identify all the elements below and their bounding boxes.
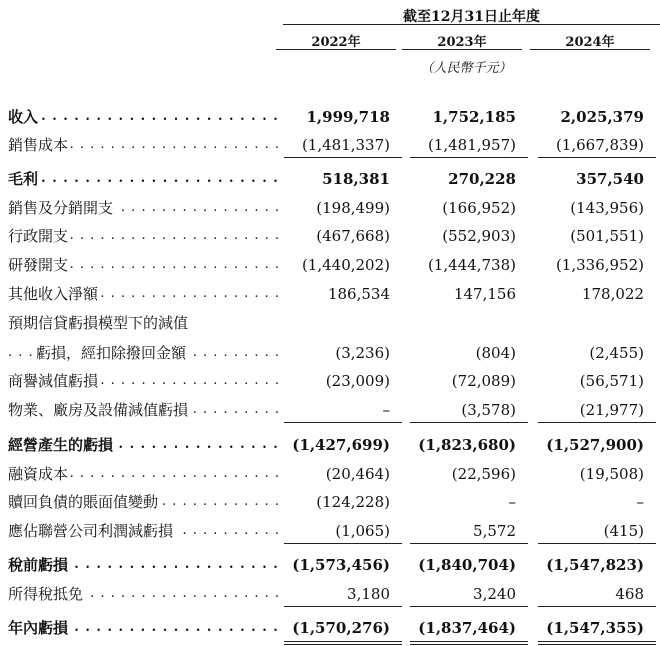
total-double-rule bbox=[538, 641, 656, 645]
value-2024: 178,022 bbox=[581, 285, 644, 303]
value-2024: (415) bbox=[603, 522, 644, 540]
value-2022: 518,381 bbox=[322, 170, 390, 188]
table-row bbox=[8, 167, 660, 191]
table-row bbox=[8, 282, 660, 306]
row-label bbox=[8, 398, 278, 422]
value-2022: (124,228) bbox=[316, 493, 390, 511]
year-2023: 2023年 bbox=[437, 35, 487, 50]
row-label bbox=[8, 519, 278, 543]
value-2022: (23,009) bbox=[325, 372, 390, 390]
row-label-text: 毛利 bbox=[8, 170, 39, 188]
header-period-title: 截至12月31日止年度 bbox=[403, 9, 540, 25]
value-2024: (19,508) bbox=[579, 465, 644, 483]
unit-label: （人民幣千元） bbox=[420, 61, 512, 76]
subtotal-rule bbox=[410, 422, 528, 423]
value-2023: 5,572 bbox=[473, 522, 516, 540]
row-label-text: 經營產生的虧損 bbox=[8, 436, 114, 454]
header-rule bbox=[283, 24, 660, 25]
table-row bbox=[8, 196, 660, 220]
value-2024: (56,571) bbox=[579, 372, 644, 390]
row-label bbox=[8, 105, 278, 129]
table-row bbox=[8, 105, 660, 129]
row-label bbox=[8, 582, 278, 606]
value-2024: 357,540 bbox=[576, 170, 644, 188]
value-2023: 3,240 bbox=[473, 585, 516, 603]
value-2024: (1,336,952) bbox=[555, 256, 644, 274]
value-2023: (1,823,680) bbox=[418, 436, 516, 454]
table-row bbox=[8, 311, 660, 335]
row-label bbox=[8, 167, 278, 191]
table-row bbox=[8, 341, 660, 365]
year-rule bbox=[402, 49, 522, 50]
row-label bbox=[8, 282, 278, 306]
row-label bbox=[8, 253, 278, 277]
row-label bbox=[8, 341, 278, 365]
value-2022: – bbox=[382, 401, 390, 419]
total-double-rule bbox=[284, 641, 402, 645]
row-label bbox=[8, 133, 278, 157]
table-row bbox=[8, 133, 660, 157]
subtotal-rule bbox=[410, 157, 528, 158]
value-2024: (501,551) bbox=[570, 227, 644, 245]
table-row bbox=[8, 224, 660, 248]
row-label-text: 應佔聯營公司利潤減虧損 bbox=[8, 522, 174, 540]
value-2024: (1,527,900) bbox=[546, 436, 644, 454]
row-label bbox=[8, 616, 278, 640]
year-2024: 2024年 bbox=[565, 35, 615, 50]
row-label-text: 融資成本 bbox=[8, 465, 69, 483]
value-2022: (3,236) bbox=[335, 344, 390, 362]
value-2023: (166,952) bbox=[442, 199, 516, 217]
value-2023: (804) bbox=[475, 344, 516, 362]
subtotal-rule bbox=[284, 422, 402, 423]
row-label-text: 行政開支 bbox=[8, 227, 69, 245]
value-2022: (1,065) bbox=[335, 522, 390, 540]
row-label-text: 預期信貸虧損模型下的減值 bbox=[8, 314, 189, 332]
subtotal-rule bbox=[284, 157, 402, 158]
value-2023: 270,228 bbox=[448, 170, 516, 188]
year-rule bbox=[276, 49, 396, 50]
subtotal-rule bbox=[538, 543, 656, 544]
value-2024: 2,025,379 bbox=[560, 108, 644, 126]
subtotal-rule bbox=[410, 606, 528, 607]
value-2022: 186,534 bbox=[327, 285, 390, 303]
value-2023: 1,752,185 bbox=[432, 108, 516, 126]
subtotal-rule bbox=[410, 543, 528, 544]
table-row bbox=[8, 553, 660, 577]
row-label-text: 銷售成本 bbox=[8, 136, 69, 154]
table-row bbox=[8, 369, 660, 393]
year-2022: 2022年 bbox=[311, 35, 361, 50]
table-row bbox=[8, 616, 660, 640]
value-2024: (1,667,839) bbox=[555, 136, 644, 154]
value-2024: (1,547,355) bbox=[546, 619, 644, 637]
subtotal-rule bbox=[284, 543, 402, 544]
total-double-rule bbox=[410, 641, 528, 645]
row-label-text: 其他收入淨額 bbox=[8, 285, 99, 303]
subtotal-rule bbox=[538, 606, 656, 607]
value-2022: (1,481,337) bbox=[301, 136, 390, 154]
value-2023: (1,840,704) bbox=[418, 556, 516, 574]
row-label-text: 虧損，經扣除撥回金額 bbox=[36, 344, 187, 362]
value-2023: (1,444,738) bbox=[427, 256, 516, 274]
value-2022: 3,180 bbox=[347, 585, 390, 603]
table-row bbox=[8, 433, 660, 457]
table-row bbox=[8, 519, 660, 543]
row-label bbox=[8, 311, 278, 335]
table-row bbox=[8, 462, 660, 486]
value-2022: (1,570,276) bbox=[292, 619, 390, 637]
value-2022: 1,999,718 bbox=[306, 108, 390, 126]
value-2024: (143,956) bbox=[570, 199, 644, 217]
row-label bbox=[8, 462, 278, 486]
value-2024: – bbox=[636, 493, 644, 511]
value-2024: (21,977) bbox=[579, 401, 644, 419]
row-label-text: 物業、廠房及設備減值虧損 bbox=[8, 401, 189, 419]
row-label bbox=[8, 553, 278, 577]
row-label-text: 年內虧損 bbox=[8, 619, 69, 637]
value-2022: (467,668) bbox=[316, 227, 390, 245]
table-row bbox=[8, 490, 660, 514]
value-2023: 147,156 bbox=[453, 285, 516, 303]
table-row bbox=[8, 398, 660, 422]
row-label-text: 贖回負債的賬面值變動 bbox=[8, 493, 159, 511]
value-2023: (3,578) bbox=[461, 401, 516, 419]
row-label-text: 銷售及分銷開支 bbox=[8, 199, 114, 217]
row-label-text: 收入 bbox=[8, 108, 39, 126]
value-2023: (22,596) bbox=[451, 465, 516, 483]
value-2023: (1,837,464) bbox=[418, 619, 516, 637]
row-label-text: 商譽減值虧損 bbox=[8, 372, 99, 390]
year-rule bbox=[530, 49, 650, 50]
value-2023: (552,903) bbox=[442, 227, 516, 245]
value-2023: (1,481,957) bbox=[427, 136, 516, 154]
value-2022: (1,440,202) bbox=[301, 256, 390, 274]
subtotal-rule bbox=[538, 422, 656, 423]
row-label bbox=[8, 369, 278, 393]
table-row bbox=[8, 582, 660, 606]
value-2023: (72,089) bbox=[451, 372, 516, 390]
value-2024: 468 bbox=[615, 585, 644, 603]
table-row bbox=[8, 253, 660, 277]
value-2023: – bbox=[508, 493, 516, 511]
row-label bbox=[8, 490, 278, 514]
value-2022: (1,573,456) bbox=[292, 556, 390, 574]
row-label bbox=[8, 224, 278, 248]
row-label bbox=[8, 196, 278, 220]
value-2022: (1,427,699) bbox=[292, 436, 390, 454]
value-2022: (198,499) bbox=[316, 199, 390, 217]
value-2024: (2,455) bbox=[589, 344, 644, 362]
value-2024: (1,547,823) bbox=[546, 556, 644, 574]
row-label bbox=[8, 433, 278, 457]
row-label-text: 所得稅抵免 bbox=[8, 585, 84, 603]
subtotal-rule bbox=[284, 606, 402, 607]
subtotal-rule bbox=[538, 157, 656, 158]
row-label-text: 稅前虧損 bbox=[8, 556, 69, 574]
row-label-text: 研發開支 bbox=[8, 256, 69, 274]
value-2022: (20,464) bbox=[325, 465, 390, 483]
